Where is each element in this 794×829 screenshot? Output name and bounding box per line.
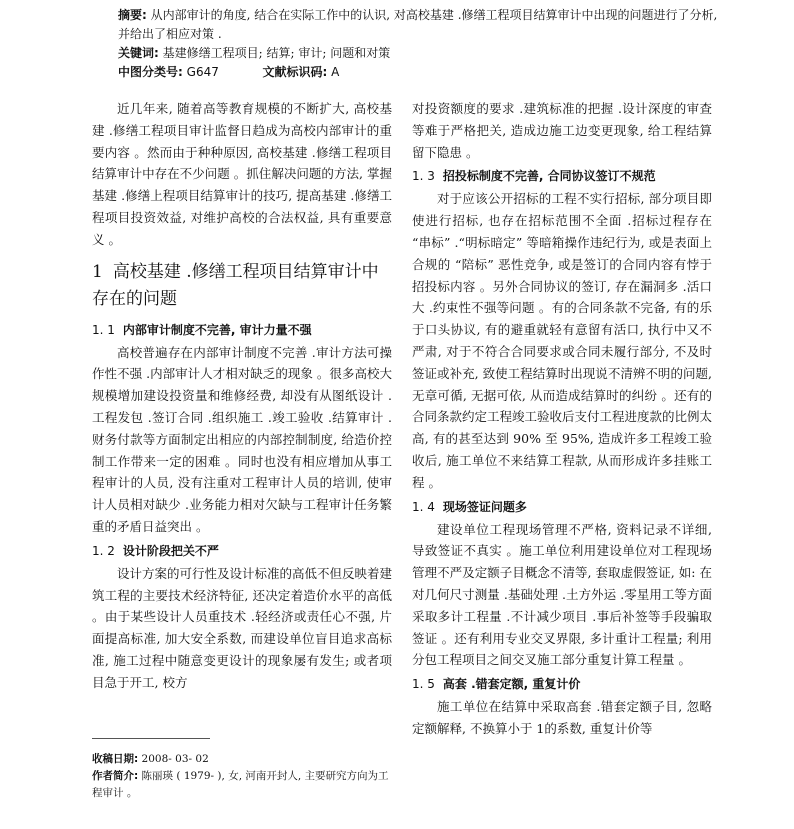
- classification-label: 中图分类号:: [118, 65, 183, 79]
- author-bio: [92, 768, 392, 802]
- classification-value: G647: [186, 65, 219, 79]
- abstract-text: 从内部审计的角度, 结合在实际工作中的认识, 对高校基建 .修缮工程项目结算审计中出现的问题进行了分析, 并给出了相应对策 .: [118, 8, 718, 41]
- subsection-1-3-number: 1. 3: [412, 169, 435, 184]
- abstract: [118, 6, 718, 44]
- keywords-label: 关键词:: [118, 46, 159, 60]
- section-1-number: 1: [92, 261, 103, 282]
- subsection-1-4-heading: [412, 496, 712, 518]
- subsection-1-5-paragraph: 施工单位在结算中采取高套 .错套定额子目, 忽略定额解释, 不换算小于 1的系数, 重复计价等: [412, 699, 712, 736]
- footnote-divider: [92, 738, 210, 739]
- subsection-1-1-title: 内部审计制度不完善, 审计力量不强: [122, 322, 312, 337]
- keywords-text: 基建修缮工程项目; 结算; 审计; 问题和对策: [162, 46, 391, 60]
- subsection-1-5-number: 1. 5: [412, 677, 435, 692]
- right-column: [412, 98, 712, 740]
- subsection-1-3-paragraph: 对于应该公开招标的工程不实行招标, 部分项目即使进行招标, 也存在招标范围不全面 .招标过程存在 “串标” .“明标暗定” 等暗箱操作违纪行为, 或是表面上合规的 “陪标” 恶性竞争, 或是签订的合同内容有悖于招投标内容 。另外合同协议的签订, 存在漏洞多 .活口大 .约束性不强等问题 。有的合同条款不完备, 有的乐于口头协议, 有的避重就轻有意留有活口, 执行中又不严肃, 对于不符合合同要求或合同未履行部分, 不及时签证或补充, 致使工程结算时出现说不清辨不明的问题, 无章可循, 无据可依, 从而造成结算时的纠纷 。还有的合同条款约定工程竣工验收后支付工程进度款的比例太高, 有的甚至达到 90% 至 95%, 造成许多工程竣工验收后, 施工单位不来结算工程款, 从而形成许多挂账工程 。: [412, 191, 713, 490]
- subsection-1-4-paragraph: 建设单位工程现场管理不严格, 资料记录不详细, 导致签证不真实 。施工单位利用建设单位对工程现场管理不严及定额子目概念不清等, 套取虚假签证, 如: 在对几何尺寸测量 .基础处理 .土方外运 .零星用工等方面采取多计工程量 .不计减少项目 .事后补签等手段骗取签证 。还有利用专业交叉界限, 多计重计工程量; 利用分包工程项目之间交叉施工部分重复计算工程量 。: [412, 521, 712, 668]
- subsection-1-5-title: 高套 .错套定额, 重复计价: [442, 677, 581, 692]
- subsection-1-1-heading: [92, 319, 392, 341]
- abstract-block: [118, 6, 718, 82]
- subsection-1-2-paragraph: 设计方案的可行性及设计标准的高低不但反映着建筑工程的主要技术经济特征, 还决定着造价水平的高低 。由于某些设计人员重技术 .轻经济或责任心不强, 片面提高标准, 加大安全系数, 而建设单位盲目追求高标准, 施工过程中随意变更设计的现象屡有发生; 或者项目急于开工, 校方: [92, 565, 393, 690]
- received-label: 收稿日期:: [92, 753, 139, 765]
- received-value: 2008- 03- 02: [141, 753, 209, 765]
- subsection-1-3-title: 招投标制度不完善, 合同协议签订不规范: [442, 169, 656, 184]
- subsection-1-1-number: 1. 1: [92, 322, 115, 337]
- author-text: 陈丽瑛 ( 1979- ), 女, 河南开封人, 主要研究方向为工程审计 。: [92, 770, 389, 799]
- subsection-1-3-heading: [412, 165, 712, 187]
- footnote: [92, 751, 392, 802]
- author-label: 作者简介:: [92, 770, 139, 782]
- subsection-1-1-paragraph: 高校普遍存在内部审计制度不完善 .审计方法可操作性不强 .内部审计人才相对缺乏的现象 。很多高校大规模增加建设投资量和维修经费, 却没有从图纸设计 .工程发包 .签订合同 .组织施工 .竣工验收 .结算审计 .财务付款等方面制定出相应的内部控制制度, 给造价控制工作带来一定的困难 。同时也没有相应增加从事工程审计的人员, 没有注重对工程审计人员的培训, 使审计人员相对缺少 .业务能力相对欠缺与工程审计任务繁重的矛盾日益突出 。: [92, 344, 392, 534]
- subsection-1-2-heading: [92, 540, 392, 562]
- subsection-1-2-title: 设计阶段把关不严: [122, 543, 219, 558]
- classification: [118, 63, 718, 82]
- section-1-title: 高校基建 .修缮工程项目结算审计中存在的问题: [92, 261, 379, 309]
- subsection-1-4-number: 1. 4: [412, 499, 435, 514]
- subsection-1-2-continued: 对投资额度的要求 .建筑标准的把握 .设计深度的审查等难于严格把关, 造成边施工边变更现象, 给工程结算留下隐患 。: [412, 101, 712, 160]
- subsection-1-2-number: 1. 2: [92, 543, 115, 558]
- keywords: [118, 44, 718, 63]
- left-column: [92, 98, 392, 694]
- subsection-1-5-heading: [412, 673, 712, 695]
- received-date: [92, 751, 392, 768]
- intro-paragraph: 近几年来, 随着高等教育规模的不断扩大, 高校基建 .修缮工程项目审计监督日趋成为高校内部审计的重要内容 。然而由于种种原因, 高校基建 .修缮工程项目结算审计中存在不少问题 。抓住解决问题的方法, 掌握基建 .修缮上程项目结算审计的技巧, 提高基建 .修缮工程项目投资效益, 对维护高校的合法权益, 具有重要意义 。: [92, 101, 392, 247]
- abstract-label: 摘要:: [118, 8, 147, 22]
- doc-code-label: 文献标识码:: [262, 65, 328, 79]
- subsection-1-4-title: 现场签证问题多: [442, 499, 527, 514]
- section-1-heading: [92, 259, 392, 313]
- doc-code-value: A: [331, 65, 340, 79]
